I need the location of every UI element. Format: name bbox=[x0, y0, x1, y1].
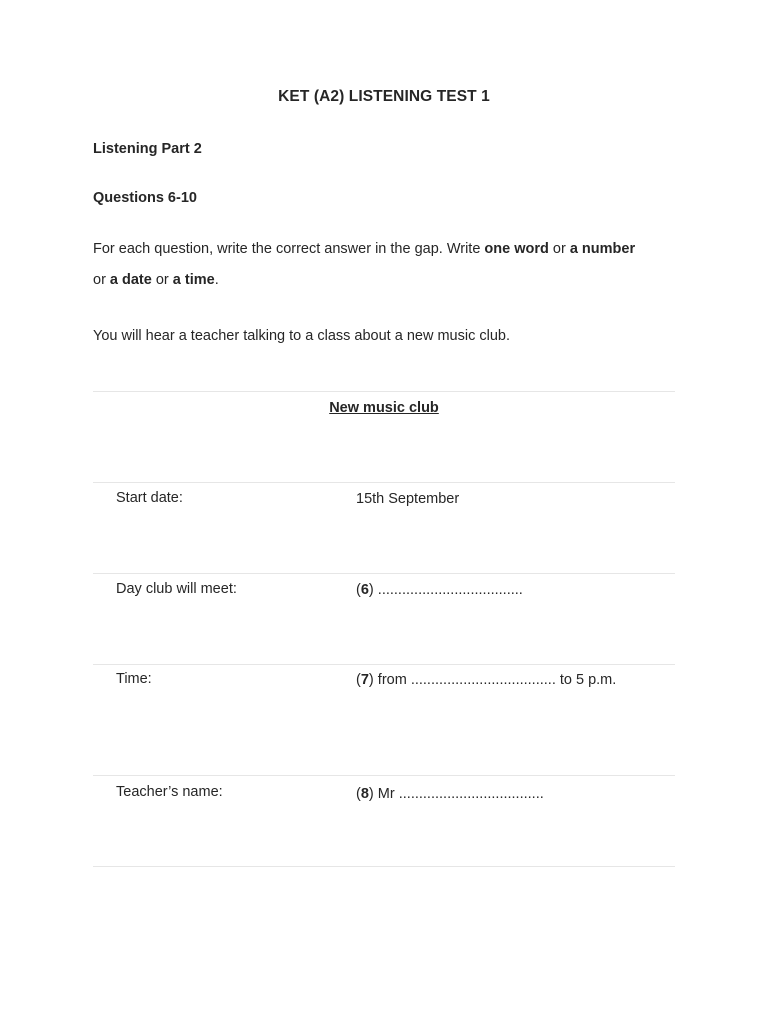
instructions-or: or bbox=[151, 272, 173, 288]
instructions-text: For each question, write the correct answer in the gap. Write bbox=[93, 241, 485, 257]
table-divider bbox=[93, 664, 675, 665]
question-number-6: 6 bbox=[360, 582, 369, 598]
instructions-a-time: a time bbox=[172, 272, 215, 288]
row-label-teacher: Teacher’s name: bbox=[116, 784, 223, 800]
row-value-start-date: 15th September bbox=[356, 491, 460, 507]
table-divider bbox=[93, 573, 675, 574]
instructions-paragraph bbox=[93, 234, 675, 296]
paren-close: ) bbox=[368, 786, 374, 802]
table-divider bbox=[93, 391, 675, 392]
row-label-day: Day club will meet: bbox=[116, 581, 237, 597]
paren-open: ( bbox=[356, 672, 361, 688]
instructions-period: . bbox=[214, 272, 219, 288]
intro-text: You will hear a teacher talking to a class about a new music club. bbox=[93, 328, 510, 344]
paren-open: ( bbox=[356, 582, 361, 598]
instructions-or: or bbox=[548, 241, 570, 257]
answer-gap-6: .................................... bbox=[373, 582, 523, 598]
paren-open: ( bbox=[356, 786, 361, 802]
question-number-8: 8 bbox=[360, 786, 369, 802]
instructions-a-number: a number bbox=[569, 241, 636, 257]
document-title: KET (A2) LISTENING TEST 1 bbox=[278, 88, 490, 105]
answer-gap-7: from .................................... to 5 p.m. bbox=[373, 672, 617, 688]
paren-close: ) bbox=[368, 672, 374, 688]
question-number-7: 7 bbox=[360, 672, 369, 688]
paren-close: ) bbox=[368, 582, 374, 598]
table-divider bbox=[93, 866, 675, 867]
questions-heading: Questions 6-10 bbox=[93, 190, 197, 206]
answer-field-6[interactable] bbox=[356, 579, 656, 601]
table-divider bbox=[93, 775, 675, 776]
part-heading: Listening Part 2 bbox=[93, 141, 202, 157]
table-title: New music club bbox=[329, 400, 439, 416]
answer-field-8[interactable] bbox=[356, 783, 656, 805]
instructions-or: or bbox=[93, 272, 110, 288]
answer-gap-8: Mr .................................... bbox=[373, 786, 544, 802]
instructions-a-date: a date bbox=[109, 272, 152, 288]
row-label-time: Time: bbox=[116, 671, 152, 687]
table-divider bbox=[93, 482, 675, 483]
instructions-one-word: one word bbox=[484, 241, 549, 257]
answer-field-7[interactable] bbox=[356, 669, 656, 691]
row-label-start-date: Start date: bbox=[116, 490, 183, 506]
